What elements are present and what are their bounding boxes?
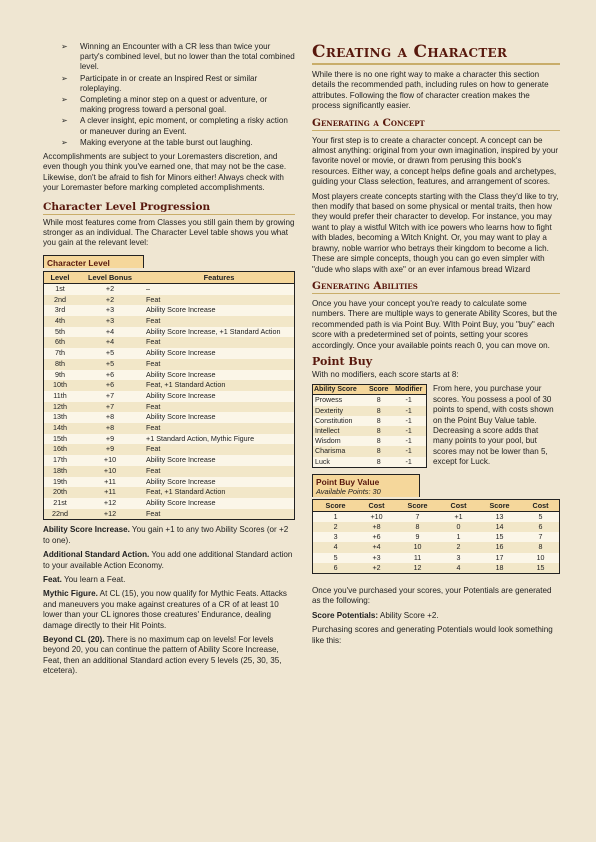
intro-paragraph: While there is no one right way to make a character this section details the recommended path, including rules on how to generate attributes. Following the flow of character creation makes the process significantly easier. (312, 70, 549, 111)
ability-name-cell: Intellect (313, 426, 366, 436)
col-header-score: Score (313, 500, 358, 512)
cost-cell: +3 (358, 553, 395, 563)
level-cell: 12th (44, 402, 76, 413)
point-buy-paragraph: With no modifiers, each score starts at 8: (312, 369, 459, 379)
level-bonus-cell: +9 (76, 434, 144, 445)
level-cell: 3rd (44, 305, 76, 316)
table-row (44, 337, 294, 348)
ability-name-cell: Charisma (313, 446, 366, 456)
character-level-table (44, 272, 294, 519)
purchasing-example-paragraph: Purchasing scores and generating Potentials would look something like this: (312, 625, 553, 645)
point-buy-table (313, 500, 559, 573)
level-cell: 4th (44, 316, 76, 327)
rule-text: You learn a Feat. (61, 574, 126, 584)
left-column (43, 42, 295, 681)
level-cell: 17th (44, 455, 76, 466)
cost-cell: 7 (522, 532, 559, 542)
score-cell: 8 (366, 406, 391, 416)
table-row (313, 511, 559, 522)
level-cell: 1st (44, 283, 76, 294)
arrow-bullet-icon: ➢ (61, 95, 68, 105)
accomplishment-item (43, 138, 295, 148)
col-header-level: Level (44, 272, 76, 284)
table-row (313, 553, 559, 563)
table-row (313, 436, 426, 446)
features-cell: Ability Score Increase (144, 305, 294, 316)
features-cell: Ability Score Increase (144, 370, 294, 381)
score-cell: 7 (395, 511, 440, 522)
table-row (44, 359, 294, 370)
table-row (44, 283, 294, 294)
col-header-ability-score: Ability Score (313, 385, 366, 395)
abilities-paragraph: Once you have your concept you're ready to calculate some numbers. There are multiple ways to generate Ability Scores, but the recommended path is via Point Buy. WIth Point Buy, you "buy" each score with a predetermined set of points, setting your scores accordingly. Once your available points reach 0, you can move on. (312, 298, 558, 350)
table-row (313, 457, 426, 467)
table-row (44, 295, 294, 306)
score-cell: 14 (477, 522, 522, 532)
cost-cell: 5 (522, 511, 559, 522)
table-row (44, 348, 294, 359)
arrow-bullet-icon: ➢ (61, 73, 68, 83)
character-level-progression-paragraph: While most features come from Classes you still gain them by growing stronger as an individual. The Character Level table shows you what you gain at the relevant level: (43, 217, 295, 248)
accomplishment-item (43, 74, 295, 94)
modifier-cell: -1 (391, 446, 426, 456)
cost-cell: 3 (440, 553, 477, 563)
cost-cell: +1 (440, 511, 477, 522)
score-cell: 18 (477, 563, 522, 573)
accomplishment-list (43, 42, 295, 148)
level-cell: 18th (44, 466, 76, 477)
col-header-modifier: Modifier (391, 385, 426, 395)
rules-list (43, 525, 295, 676)
table-row (44, 498, 294, 509)
col-header-score: Score (395, 500, 440, 512)
ability-name-cell: Prowess (313, 395, 366, 406)
ability-score-table (313, 385, 426, 466)
character-level-table-wrap (43, 253, 295, 520)
cost-cell: +6 (358, 532, 395, 542)
level-bonus-cell: +2 (76, 283, 144, 294)
table-row (44, 423, 294, 434)
level-cell: 7th (44, 348, 76, 359)
level-cell: 20th (44, 487, 76, 498)
features-cell: Ability Score Increase (144, 412, 294, 423)
level-cell: 13th (44, 412, 76, 423)
table-row (44, 487, 294, 498)
level-bonus-cell: +2 (76, 295, 144, 306)
score-cell: 13 (477, 511, 522, 522)
level-bonus-cell: +11 (76, 477, 144, 488)
features-cell: Ability Score Increase (144, 455, 294, 466)
accomplishments-paragraph: Accomplishments are subject to your Loremasters discretion, and even though you think you've earned one, that may not be the case. Likewise, don't be afraid to fish for Minors either! Always check with your Loremaster before marking completed accomplishments. (43, 152, 287, 193)
level-cell: 9th (44, 370, 76, 381)
level-bonus-cell: +12 (76, 509, 144, 520)
rule-term: Ability Score Increase. (43, 525, 130, 535)
accomplishment-item (43, 95, 295, 115)
point-buy-table-title (312, 474, 420, 497)
score-cell: 3 (313, 532, 358, 542)
arrow-bullet-icon: ➢ (61, 137, 68, 147)
score-cell: 15 (477, 532, 522, 542)
table-row (44, 477, 294, 488)
creating-a-character-heading: Creating a Character (312, 42, 560, 65)
score-cell: 2 (313, 522, 358, 532)
ability-score-side-text: From here, you purchase your scores. You possess a pool of 30 points to spend, with costs shown on the Point Buy Value table. Decreasing a score adds that many points to your pool, but scores may not be lower than 5, except for Luck. (433, 384, 554, 467)
table-row (44, 509, 294, 520)
table-row (44, 444, 294, 455)
features-cell: Ability Score Increase (144, 391, 294, 402)
table-row (313, 522, 559, 532)
table-row (44, 466, 294, 477)
level-cell: 10th (44, 380, 76, 391)
col-header-score: Score (477, 500, 522, 512)
features-cell: Feat (144, 337, 294, 348)
modifier-cell: -1 (391, 395, 426, 406)
cost-cell: 4 (440, 563, 477, 573)
ability-name-cell: Constitution (313, 416, 366, 426)
table-row (44, 391, 294, 402)
level-bonus-cell: +10 (76, 466, 144, 477)
level-bonus-cell: +7 (76, 391, 144, 402)
level-bonus-cell: +8 (76, 423, 144, 434)
table-row (44, 402, 294, 413)
level-cell: 22nd (44, 509, 76, 520)
accomplishment-text: Participate in or create an Inspired Rest or similar roleplaying. (80, 73, 258, 93)
col-header-cost: Cost (522, 500, 559, 512)
table-row (313, 532, 559, 542)
level-cell: 21st (44, 498, 76, 509)
score-cell: 8 (366, 457, 391, 467)
features-cell: Feat, +1 Standard Action (144, 487, 294, 498)
table-row (44, 305, 294, 316)
level-bonus-cell: +6 (76, 380, 144, 391)
score-cell: 16 (477, 542, 522, 552)
modifier-cell: -1 (391, 406, 426, 416)
modifier-cell: -1 (391, 436, 426, 446)
features-cell: +1 Standard Action, Mythic Figure (144, 434, 294, 445)
level-bonus-cell: +7 (76, 402, 144, 413)
features-cell: Ability Score Increase (144, 477, 294, 488)
table-row (44, 380, 294, 391)
level-cell: 6th (44, 337, 76, 348)
table-row (313, 563, 559, 573)
features-cell: Feat (144, 444, 294, 455)
level-cell: 15th (44, 434, 76, 445)
score-potentials-paragraph (312, 611, 560, 621)
rule-term: Additional Standard Action. (43, 550, 150, 560)
rule-paragraph (43, 525, 295, 546)
level-bonus-cell: +3 (76, 316, 144, 327)
rule-term: Feat. (43, 574, 62, 584)
modifier-cell: -1 (391, 416, 426, 426)
accomplishment-text: Winning an Encounter with a CR less than twice your party's combined level, but no lower than the total combined level. (80, 42, 295, 72)
arrow-bullet-icon: ➢ (61, 42, 68, 51)
col-header-cost: Cost (358, 500, 395, 512)
score-cell: 8 (366, 416, 391, 426)
score-cell: 8 (366, 426, 391, 436)
level-bonus-cell: +10 (76, 455, 144, 466)
score-cell: 10 (395, 542, 440, 552)
score-potentials-term: Score Potentials: (312, 610, 379, 620)
cost-cell: +10 (358, 511, 395, 522)
features-cell: – (144, 283, 294, 294)
table-row (44, 327, 294, 338)
modifier-cell: -1 (391, 426, 426, 436)
score-cell: 12 (395, 563, 440, 573)
character-level-progression-heading: Character Level Progression (43, 201, 295, 215)
ability-score-section (312, 384, 560, 467)
concept-paragraph-1: Your first step is to create a character concept. A concept can be almost anything: original from your own imagination, inspired by your favorite novel or movie, or drawn from perusing this book's resources. Either way, a concept helps define goals and archetypes, guiding your Class selection, features, and arrangement of scores. (312, 135, 559, 187)
features-cell: Feat (144, 316, 294, 327)
score-potentials-text: Ability Score +2. (378, 610, 439, 620)
arrow-bullet-icon: ➢ (61, 116, 68, 126)
rule-text: At CL (15), you now qualify for Mythic Feats. Attacks and maneuvers you make against creatures of a CR of at least 10 lower than your CL ignores those creatures' Endurance, dealing damage directly to their Hit Points. (43, 589, 287, 630)
score-cell: 1 (313, 511, 358, 522)
cost-cell: +2 (358, 563, 395, 573)
accomplishment-item (43, 116, 295, 136)
level-bonus-cell: +4 (76, 337, 144, 348)
score-cell: 5 (313, 553, 358, 563)
features-cell: Ability Score Increase (144, 498, 294, 509)
generating-concept-heading: Generating a Concept (312, 117, 560, 131)
col-header-level-bonus: Level Bonus (76, 272, 144, 284)
rule-paragraph (43, 589, 295, 631)
table-row (44, 316, 294, 327)
cost-cell: 0 (440, 522, 477, 532)
rule-text: There is no maximum cap on levels! For levels beyond 20, you can continue the pattern of Ability Score Increase, Feat, then an additional Standard action every 5 levels (25, 30, 35, etcetera). (43, 635, 282, 676)
accomplishment-text: A clever insight, epic moment, or completing a risky action or maneuver during an Event. (80, 116, 288, 136)
score-cell: 9 (395, 532, 440, 542)
cost-cell: 6 (522, 522, 559, 532)
score-cell: 8 (395, 522, 440, 532)
cost-cell: 15 (522, 563, 559, 573)
features-cell: Feat (144, 466, 294, 477)
rule-paragraph (43, 550, 295, 571)
level-bonus-cell: +4 (76, 327, 144, 338)
rule-text: You add one additional Standard action to your available Action Economy. (43, 550, 293, 570)
concept-paragraph-2: Most players create concepts starting with the Class they'd like to try, then modify that based on some physical or mental traits, then how they would prefer their character to develop. For instance, you may want to play a wistful Witch with ice powers who learns how to fight with blades, becoming a Witch Knight. Or, you may want to play a brawny, noble warrior who betrays their kingdom to become a lich. These are simple concepts, though you can go even simpler with "dude who slaps with axe" or an ever infamous bread Wizard (312, 191, 559, 274)
table-row (44, 434, 294, 445)
rule-term: Beyond CL (20). (43, 635, 105, 644)
level-bonus-cell: +6 (76, 370, 144, 381)
rule-term: Mythic Figure. (43, 589, 98, 599)
point-buy-heading: Point Buy (312, 354, 373, 368)
table-row (44, 370, 294, 381)
modifier-cell: -1 (391, 457, 426, 467)
table-row (44, 412, 294, 423)
right-column (312, 42, 560, 650)
features-cell: Feat (144, 359, 294, 370)
level-bonus-cell: +5 (76, 348, 144, 359)
level-bonus-cell: +12 (76, 498, 144, 509)
point-buy-subtitle: Available Points: 30 (316, 486, 381, 496)
col-header-cost: Cost (440, 500, 477, 512)
level-cell: 16th (44, 444, 76, 455)
rule-paragraph (43, 635, 295, 677)
col-header-score: Score (366, 385, 391, 395)
point-buy-table-wrap (312, 474, 560, 574)
table-row (313, 426, 426, 436)
level-cell: 2nd (44, 295, 76, 306)
cost-cell: +4 (358, 542, 395, 552)
level-bonus-cell: +9 (76, 444, 144, 455)
after-purchase-paragraph: Once you've purchased your scores, your Potentials are generated as the following: (312, 585, 552, 606)
level-cell: 19th (44, 477, 76, 488)
table-row (44, 455, 294, 466)
features-cell: Ability Score Increase, +1 Standard Action (144, 327, 294, 338)
point-buy-title-text: Point Buy Value (316, 476, 380, 487)
level-cell: 5th (44, 327, 76, 338)
table-row (313, 446, 426, 456)
score-cell: 17 (477, 553, 522, 563)
level-bonus-cell: +8 (76, 412, 144, 423)
features-cell: Feat (144, 402, 294, 413)
accomplishment-text: Making everyone at the table burst out laughing. (80, 137, 253, 147)
cost-cell: 2 (440, 542, 477, 552)
level-bonus-cell: +11 (76, 487, 144, 498)
ability-name-cell: Wisdom (313, 436, 366, 446)
level-bonus-cell: +5 (76, 359, 144, 370)
score-cell: 6 (313, 563, 358, 573)
cost-cell: 10 (522, 553, 559, 563)
accomplishment-item (43, 42, 295, 73)
level-cell: 11th (44, 391, 76, 402)
accomplishment-text: Completing a minor step on a quest or adventure, or making progress toward a personal goal. (80, 95, 268, 115)
score-cell: 8 (366, 436, 391, 446)
level-cell: 8th (44, 359, 76, 370)
col-header-features: Features (144, 272, 294, 284)
score-cell: 8 (366, 395, 391, 406)
cost-cell: +8 (358, 522, 395, 532)
cost-cell: 1 (440, 532, 477, 542)
rule-text: You gain +1 to any two Ability Scores (or +2 to one). (43, 525, 289, 545)
table-row (313, 416, 426, 426)
features-cell: Feat (144, 423, 294, 434)
features-cell: Feat, +1 Standard Action (144, 380, 294, 391)
score-cell: 4 (313, 542, 358, 552)
generating-abilities-heading: Generating Abilities (312, 280, 560, 294)
level-bonus-cell: +3 (76, 305, 144, 316)
rule-paragraph (43, 575, 295, 585)
score-cell: 8 (366, 446, 391, 456)
table-row (313, 406, 426, 416)
features-cell: Feat (144, 509, 294, 520)
character-level-table-title: Character Level (43, 255, 144, 268)
score-cell: 11 (395, 553, 440, 563)
cost-cell: 8 (522, 542, 559, 552)
ability-name-cell: Dexterity (313, 406, 366, 416)
table-row (313, 395, 426, 406)
table-row (313, 542, 559, 552)
features-cell: Ability Score Increase (144, 348, 294, 359)
ability-name-cell: Luck (313, 457, 366, 467)
level-cell: 14th (44, 423, 76, 434)
features-cell: Feat (144, 295, 294, 306)
